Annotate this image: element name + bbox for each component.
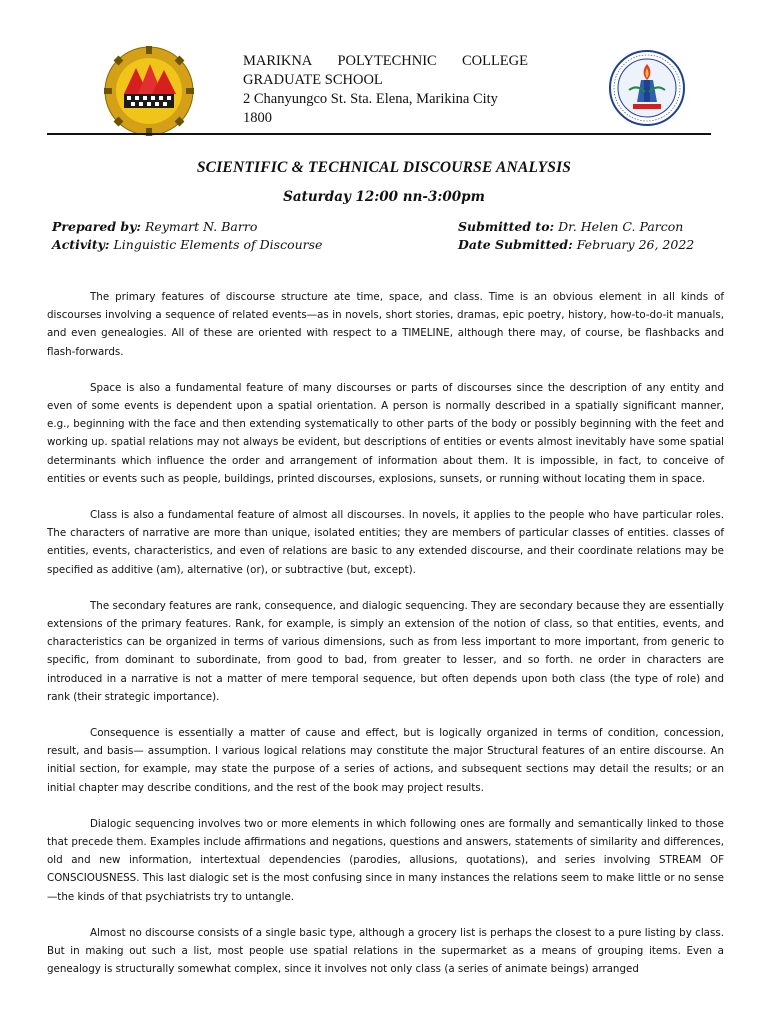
- college-logo: [104, 46, 194, 136]
- paragraph-mixed-types: Almost no discourse consists of a single basic type, although a grocery list is perhaps the closest to a pure listing by class. But in making out such a list, most people use spatial relations in the supermarket as a means of grouping items. Even a genealogy is structurally somewhat complex, since it involves not only class (a series of animate beings) arranged: [47, 926, 724, 976]
- activity-label: Activity:: [52, 237, 110, 252]
- submitted-to: [458, 218, 694, 236]
- paragraph-class: Class is also a fundamental feature of almost all discourses. In novels, it applies to the people who have particular roles. The characters of narrative are more than unique, isolated entities; they are members of particular classes of entities. classes of entities, events, characteristics, and even of relations are basic to any extended discourse, and their coordinate relations may be specified as additive (am), alternative (or), or subtractive (but, except).: [47, 509, 724, 576]
- paragraph-space: Space is also a fundamental feature of many discourses or parts of discourses since the description of any entity and even of some events is dependent upon a spatial orientation. A person is normally described in a spatially significant manner, e.g., beginning with the face and then extending systematically to other parts of the body or possibly beginning with the feet and working up. spatial relations may not always be evident, but descriptions of entities or events almost inevitably have some spatial determinants which influence the order and arrangement of information about them. It is impossible, in fact, to conceive of entities or events such as people, buildings, printed discourses, explosions, sunsets, or running without locating them in space.: [47, 381, 724, 485]
- class-schedule: Saturday 12:00 nn-3:00pm: [283, 189, 485, 205]
- prepared-by: [52, 218, 322, 236]
- activity: [52, 236, 322, 254]
- school-name: GRADUATE SCHOOL: [243, 72, 383, 88]
- prepared-by-value: Reymart N. Barro: [141, 219, 258, 234]
- institution-header: [243, 52, 528, 128]
- paragraph-secondary-features: The secondary features are rank, consequence, and dialogic sequencing. They are secondary because they are essentially extensions of the primary features. Rank, for example, is simply an extension of the notion of class, so that entities, events, and characteristics can be organized in terms of various dimensions, such as from less important to more important, from generic to specific, from dominant to subordinate, from good to bad, from greater to lesser, and so forth. ne order in characters are introduced in a narrative is not a matter of mere temporal sequence, but often depends upon both class (the type of role) and rank (their strategic importance).: [47, 599, 724, 703]
- submitted-to-label: Submitted to:: [458, 219, 555, 234]
- date-submitted-value: February 26, 2022: [572, 237, 695, 252]
- college-name-word-3: COLLEGE: [461, 53, 528, 69]
- paragraph-time: The primary features of discourse structure ate time, space, and class. Time is an obvious element in all kinds of discourses involving a sequence of related events—as in novels, short stories, dramas, epic poetry, history, how-to-do-it manuals, and even genealogies. All of these are oriented with respect to a TIMELINE, although there may, of course, be flashbacks and flash-forwards.: [47, 291, 724, 358]
- submission-info-right: [458, 218, 694, 254]
- date-submitted: [458, 236, 694, 254]
- graduate-school-seal: [609, 50, 685, 126]
- header-divider: [47, 133, 711, 135]
- course-title: SCIENTIFIC & TECHNICAL DISCOURSE ANALYSIS: [196, 159, 572, 176]
- activity-value: Linguistic Elements of Discourse: [109, 237, 323, 252]
- document-body: [47, 288, 724, 997]
- college-name-word-1: MARIKNA: [243, 53, 313, 69]
- school-address: 2 Chanyungco St. Sta. Elena, Marikina City 1800: [243, 91, 498, 126]
- prepared-by-label: Prepared by:: [52, 219, 142, 234]
- college-name: [243, 52, 528, 71]
- date-submitted-label: Date Submitted:: [458, 237, 573, 252]
- paragraph-consequence: Consequence is essentially a matter of cause and effect, but is logically organized in terms of condition, concession, result, and basis— assumption. I various logical relations may constitute the major Structural features of an entire discourse. An initial section, for example, may state the purpose of a series of actions, and subsequent sections may detail the results; or an initial chapter may describe conditions, and the rest of the book may project results.: [47, 727, 724, 794]
- submission-info-left: [52, 218, 322, 254]
- submitted-to-value: Dr. Helen C. Parcon: [554, 219, 684, 234]
- paragraph-dialogic-sequencing: Dialogic sequencing involves two or more elements in which following ones are formally and semantically linked to those that precede them. Examples include affirmations and negations, questions and answers, statements of similarity and differences, old and new information, intertextual dependencies (parodies, allusions, quotations), and series involving STREAM OF CONSCIOUSNESS. This last dialogic set is the most confusing since in many instances the relations seem to make little or no sense—the kinds of that psychiatrists try to untangle.: [47, 817, 724, 903]
- college-name-word-2: POLYTECHNIC: [337, 53, 437, 69]
